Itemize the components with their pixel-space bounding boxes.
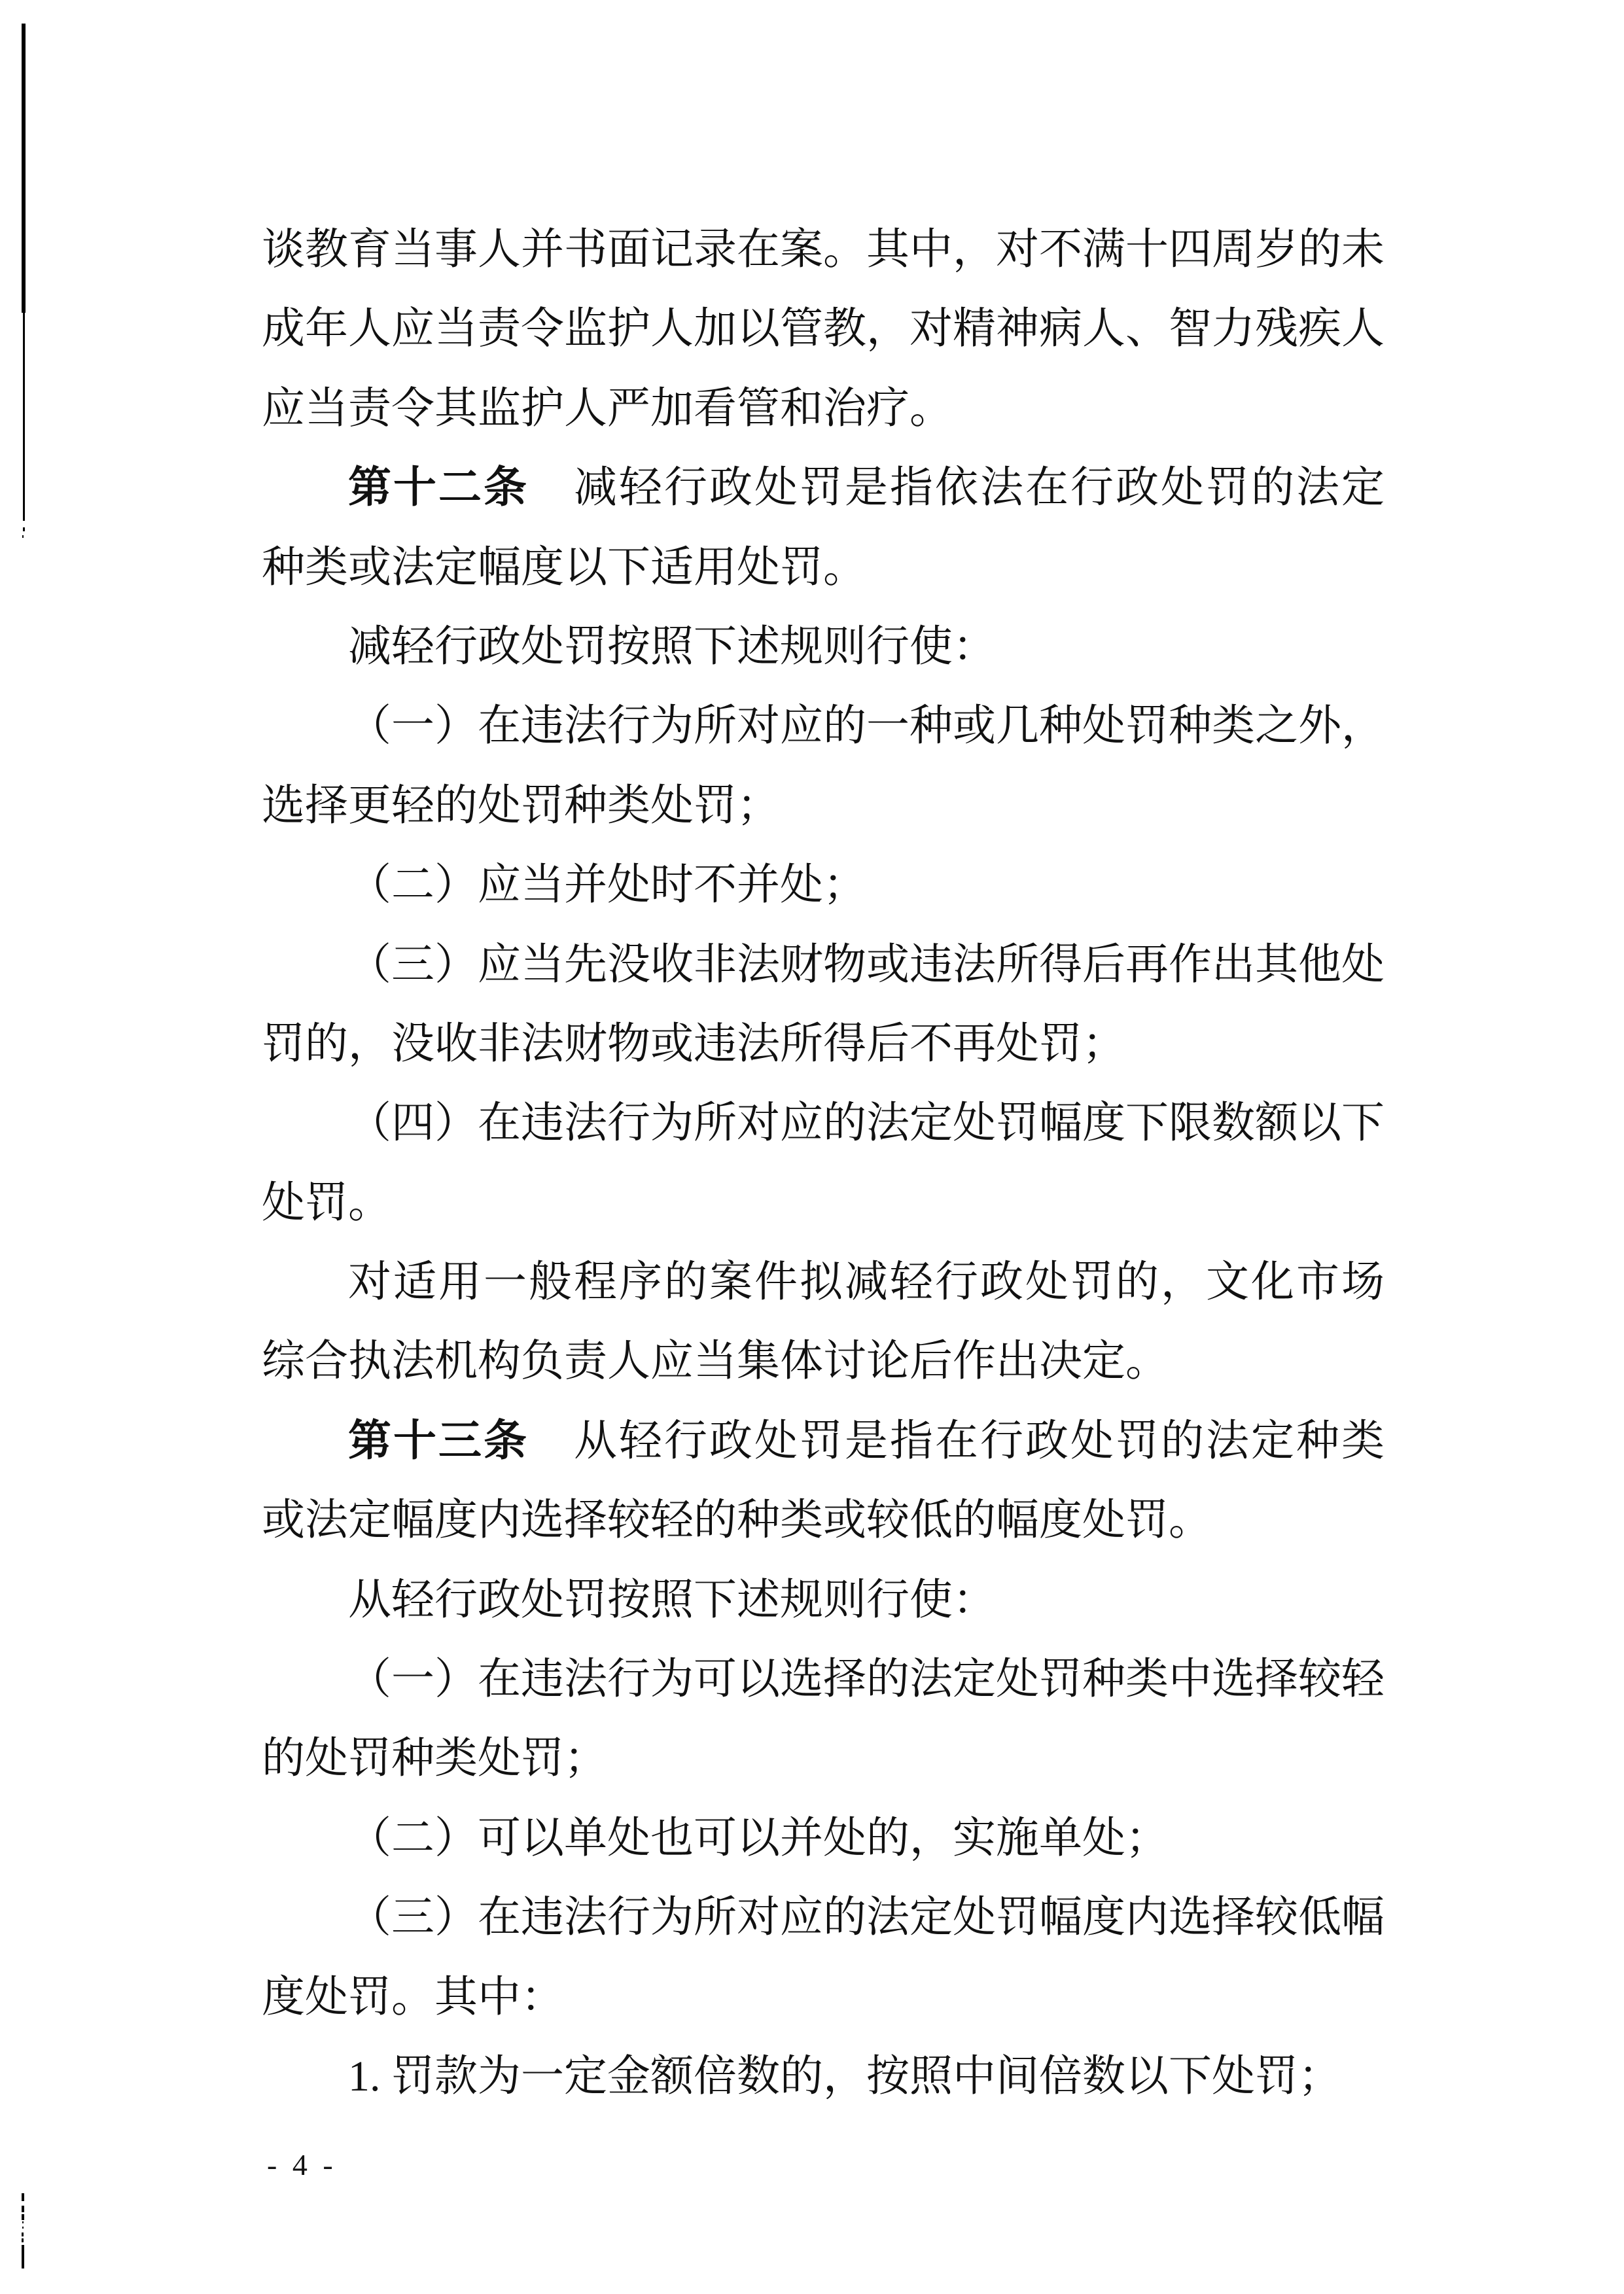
text-line: 减轻行政处罚按照下述规则行使： bbox=[348, 622, 996, 671]
scan-artifact-dash bbox=[22, 2232, 24, 2236]
text-line: （四）在违法行为所对应的法定处罚幅度下限数额以下 bbox=[348, 1099, 1385, 1148]
scan-artifact-line-thick bbox=[22, 24, 26, 313]
text-line: 从轻行政处罚按照下述规则行使： bbox=[348, 1576, 996, 1624]
article-number: 第十三条 bbox=[348, 1417, 529, 1465]
text-line: 成年人应当责令监护人加以管教，对精神病人、智力残疾人 bbox=[262, 305, 1385, 353]
text-line: 对适用一般程序的案件拟减轻行政处罚的，文化市场 bbox=[348, 1258, 1385, 1307]
text-line: 处罚。 bbox=[262, 1178, 391, 1227]
scan-artifact-dot bbox=[22, 535, 24, 538]
text-line: 或法定幅度内选择较轻的种类或较低的幅度处罚。 bbox=[262, 1496, 1212, 1545]
text-line: 综合执法机构负责人应当集体讨论后作出决定。 bbox=[262, 1337, 1169, 1386]
text-line: （二）应当并处时不并处； bbox=[348, 861, 866, 909]
scan-artifact-line-thin bbox=[23, 313, 25, 521]
text-line: （三）应当先没收非法财物或违法所得后再作出其他处 bbox=[348, 940, 1385, 989]
text-line bbox=[262, 448, 1385, 527]
text-line: （一）在违法行为可以选择的法定处罚种类中选择较轻 bbox=[348, 1655, 1385, 1704]
line-text: 从轻行政处罚是指在行政处罚的法定种类 bbox=[529, 1417, 1385, 1465]
article-number: 第十二条 bbox=[348, 464, 529, 512]
text-line bbox=[262, 1402, 1385, 1481]
scan-artifact-dot bbox=[22, 2221, 24, 2223]
line-text: 减轻行政处罚是指依法在行政处罚的法定 bbox=[529, 464, 1385, 512]
text-line: 度处罚。其中： bbox=[262, 1973, 564, 2021]
scan-artifact-dash bbox=[22, 2238, 24, 2242]
text-line: 的处罚种类处罚； bbox=[262, 1735, 607, 1783]
scan-artifact-dash bbox=[22, 2206, 24, 2212]
scan-artifact-line-short bbox=[22, 2245, 24, 2268]
text-line: （一）在违法行为所对应的一种或几种处罚种类之外， bbox=[348, 702, 1385, 750]
scan-artifact-dot bbox=[22, 2227, 24, 2229]
document-body bbox=[262, 210, 1385, 2116]
text-line: 种类或法定幅度以下适用处罚。 bbox=[262, 543, 866, 591]
page-number: - 4 - bbox=[267, 2148, 337, 2181]
text-line: 罚的，没收非法财物或违法所得后不再处罚； bbox=[262, 1019, 1125, 1068]
text-line: 选择更轻的处罚种类处罚； bbox=[262, 781, 780, 830]
scan-artifact-dot bbox=[23, 527, 25, 531]
scan-artifact-dash bbox=[22, 2214, 24, 2220]
text-line: 1. 罚款为一定金额倍数的，按照中间倍数以下处罚； bbox=[348, 2052, 1341, 2100]
text-line: 应当责令其监护人严加看管和治疗。 bbox=[262, 384, 953, 432]
text-line: （二）可以单处也可以并处的，实施单处； bbox=[348, 1814, 1169, 1862]
text-line: （三）在违法行为所对应的法定处罚幅度内选择较低幅 bbox=[348, 1894, 1385, 1942]
scan-artifact-dash bbox=[22, 2193, 24, 2201]
text-line: 谈教育当事人并书面记录在案。其中，对不满十四周岁的未 bbox=[262, 226, 1385, 274]
